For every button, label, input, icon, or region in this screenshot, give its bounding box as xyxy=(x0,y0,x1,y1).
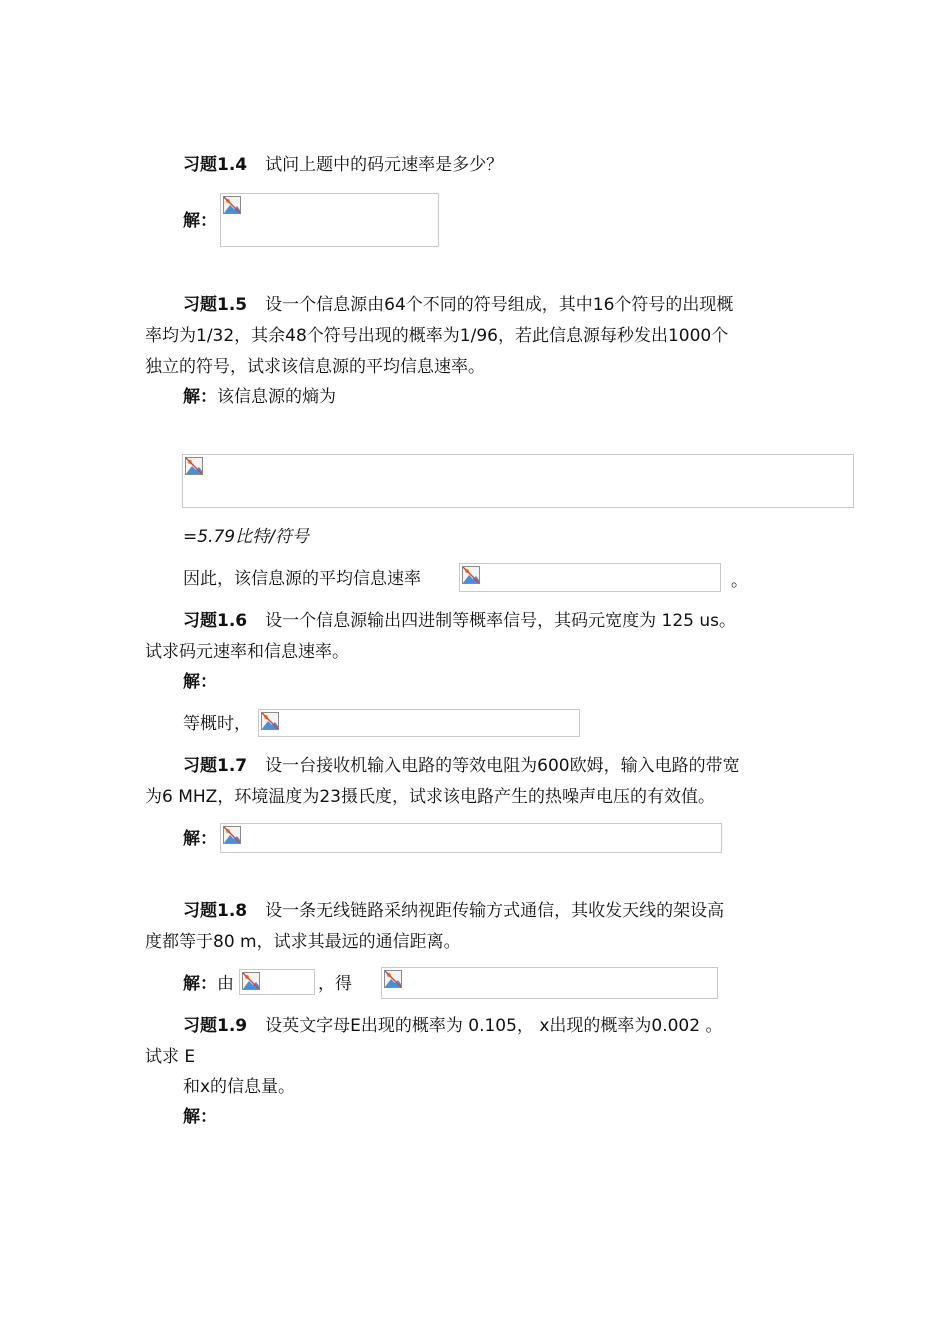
solution-label: 解： xyxy=(183,672,217,692)
problem-1-5 xyxy=(183,294,733,316)
problem-label: 习题1.7 xyxy=(183,756,248,776)
problem-text: 设一个信息源输出四进制等概率信号，其码元宽度为 125 us。 xyxy=(265,611,737,631)
formula-image xyxy=(258,709,580,737)
solution-label: 解： xyxy=(183,974,217,994)
broken-image-icon xyxy=(223,826,241,844)
formula-image xyxy=(182,454,854,508)
problem-label: 习题1.6 xyxy=(183,611,248,631)
solution-text: 由 xyxy=(217,974,234,994)
solution xyxy=(183,973,234,995)
broken-image-icon xyxy=(462,566,480,584)
problem-text: 和x的信息量。 xyxy=(183,1077,296,1097)
broken-image-icon xyxy=(223,196,241,214)
entropy-result: =5.79比特/符号 xyxy=(183,527,309,547)
formula-image xyxy=(381,967,718,999)
problem-text: 设一台接收机输入电路的等效电阻为600欧姆，输入电路的带宽 xyxy=(265,756,740,776)
formula-image xyxy=(220,823,722,853)
problem-1-8 xyxy=(183,900,724,922)
solution-label: 解： xyxy=(183,387,217,407)
solution-label: 解： xyxy=(183,1107,217,1127)
solution-text: 等概时， xyxy=(183,714,251,734)
problem-text: 设一个信息源由64个不同的符号组成，其中16个符号的出现概 xyxy=(265,295,734,315)
problem-text: 率均为1/32，其余48个符号出现的概率为1/96，若此信息源每秒发出1000个 xyxy=(145,326,729,346)
rate-text: 因此，该信息源的平均信息速率 xyxy=(183,569,421,589)
problem-label: 习题1.9 xyxy=(183,1016,248,1036)
broken-image-icon xyxy=(384,970,402,988)
period: 。 xyxy=(731,571,748,591)
broken-image-icon xyxy=(242,972,260,990)
problem-text: 度都等于80 m，试求其最远的通信距离。 xyxy=(145,932,461,952)
problem-text: 试求码元速率和信息速率。 xyxy=(145,642,349,662)
problem-text: 设英文字母E出现的概率为 0.105， x出现的概率为0.002 。 xyxy=(265,1016,723,1036)
problem-1-6 xyxy=(183,610,736,632)
problem-1-4 xyxy=(183,154,503,176)
solution-text: 该信息源的熵为 xyxy=(217,387,336,407)
solution-label: 解： xyxy=(183,829,217,849)
problem-1-7 xyxy=(183,755,740,777)
problem-label: 习题1.5 xyxy=(183,295,248,315)
problem-text: 设一条无线链路采纳视距传输方式通信，其收发天线的架设高 xyxy=(265,901,725,921)
formula-image xyxy=(239,969,315,995)
problem-1-9 xyxy=(183,1015,722,1037)
broken-image-icon xyxy=(261,712,279,730)
problem-label: 习题1.8 xyxy=(183,901,248,921)
problem-text: 试问上题中的码元速率是多少？ xyxy=(265,155,504,175)
problem-label: 习题1.4 xyxy=(183,155,248,175)
solution xyxy=(183,386,336,408)
formula-image xyxy=(459,563,721,592)
formula-image xyxy=(220,193,439,247)
problem-text: 试求 E xyxy=(145,1047,196,1067)
problem-text: 独立的符号，试求该信息源的平均信息速率。 xyxy=(145,357,485,377)
solution-text: ，得 xyxy=(318,974,352,994)
problem-text: 为6 MHZ，环境温度为23摄氏度，试求该电路产生的热噪声电压的有效值。 xyxy=(145,787,715,807)
solution-label: 解： xyxy=(183,211,217,231)
broken-image-icon xyxy=(185,457,203,475)
